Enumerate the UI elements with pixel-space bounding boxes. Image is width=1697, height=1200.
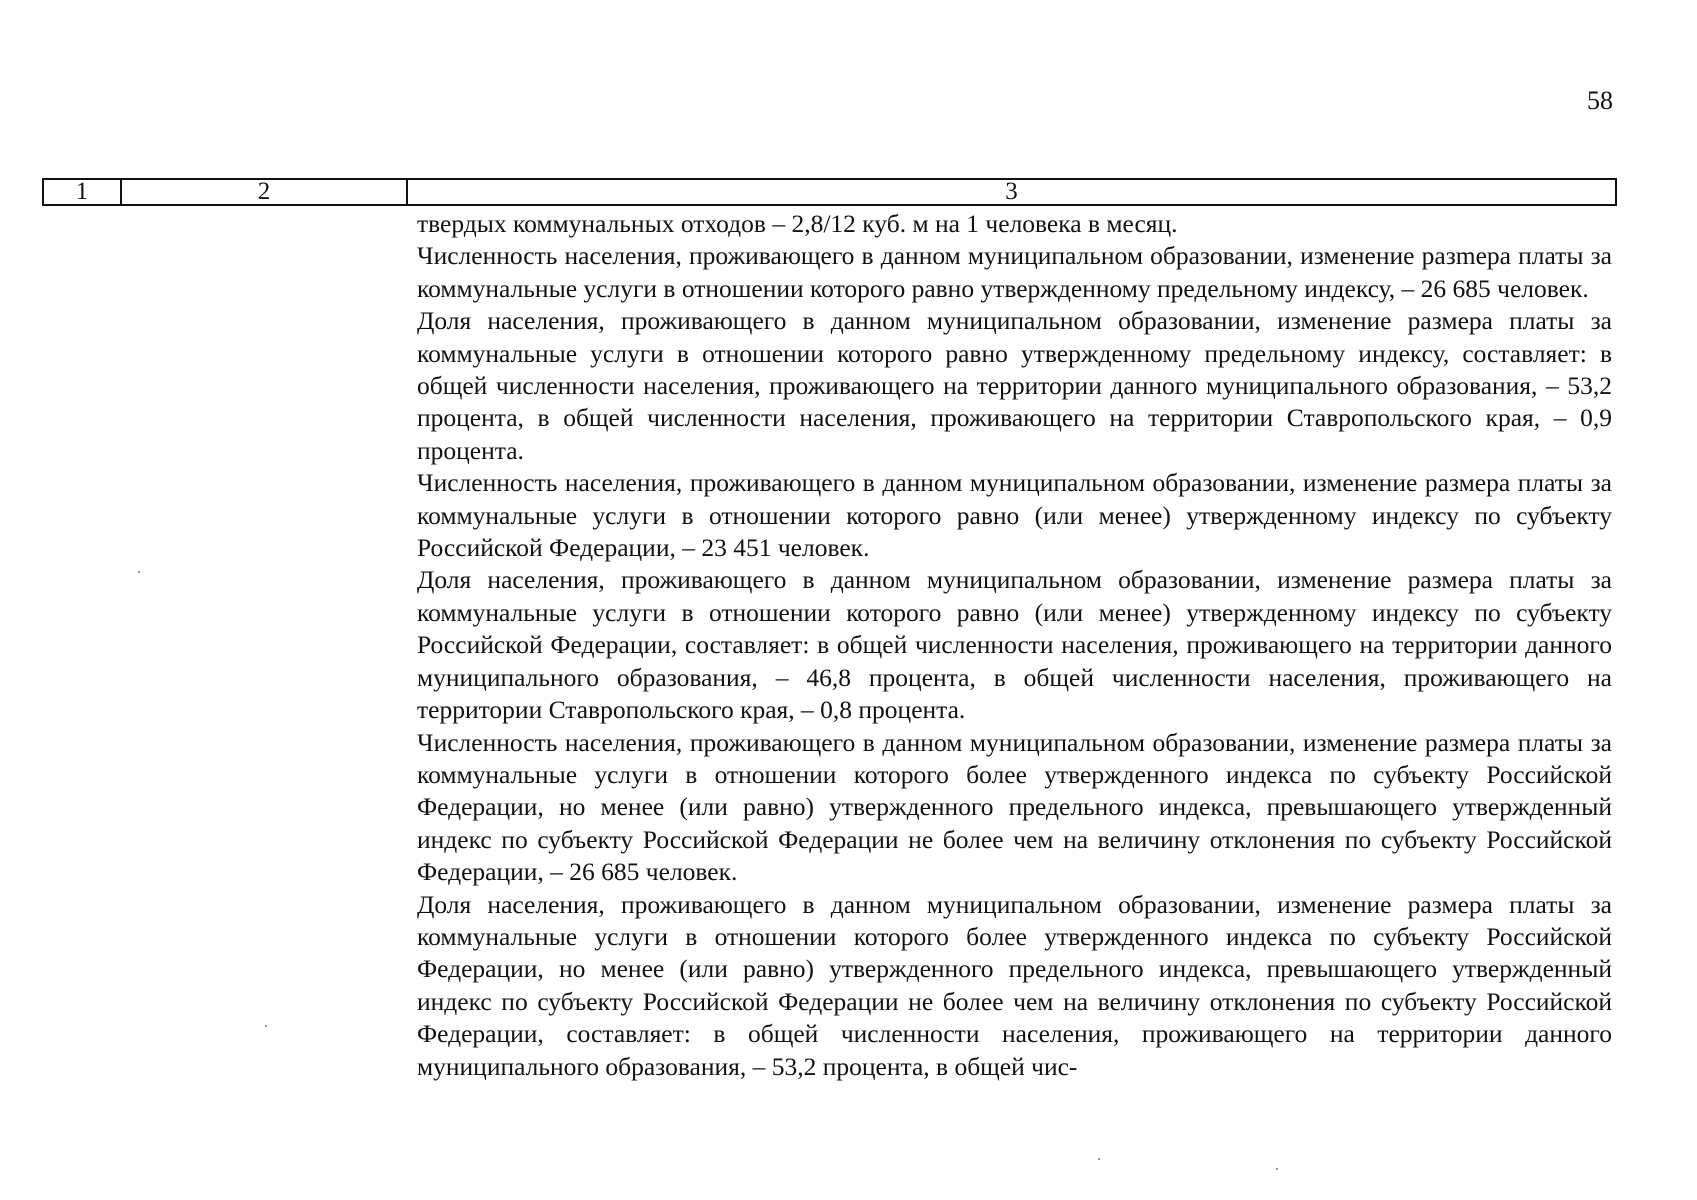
column-number-row <box>43 179 1616 205</box>
paragraph-share-above-subject-index: Доля населения, проживающего в данном муниципальном образовании, изменение размера платы за коммунальные услуги в отношении которого более утвержденного индекса по субъекту Российской Федерации, но менее (или равно) утвержденного предельного индекса, превышающего утвержденный индекс по субъекту Российской Федерации не более чем на величину отклонения по субъекту Российской Федерации, составляет: в общей численности населения, проживающего на территории данного муниципального образования, – 53,2 процента, в общей чис- <box>417 889 1612 1081</box>
paragraph-population-above-subject-index: Численность населения, проживающего в данном муниципальном образовании, изменение размера платы за коммунальные услуги в отношении которого более утвержденного индекса по субъекту Российской Федерации, но менее (или равно) утвержденного предельного индекса, превышающего утвержденный индекс по субъекту Российской Федерации не более чем на величину отклонения по субъекту Российской Федерации, – 26 685 человек. <box>417 727 1612 887</box>
scan-speck <box>1276 1168 1278 1170</box>
column-number-header-table <box>42 178 1617 206</box>
paragraph-population-equal-or-less-subject-index: Численность населения, проживающего в данном муниципальном образовании, изменение размера платы за коммунальные услуги в отношении которого равно (или менее) утвержденному индексу по субъекту Российской Федерации, – 23 451 человек. <box>417 468 1612 563</box>
paragraph-share-equal-or-less-subject-index: Доля населения, проживающего в данном муниципальном образовании, изменение размера платы за коммунальные услуги в отношении которого равно (или менее) утвержденному индексу по субъекту Российской Федерации, составляет: в общей численности населения, проживающего на территории данного муниципального образования, – 46,8 процента, в общей численности населения, проживающего на территории Ставропольского края, – 0,8 процента. <box>417 565 1612 725</box>
document-body-text <box>417 208 1612 1083</box>
column-number-2: 2 <box>121 179 407 205</box>
column-number-1: 1 <box>43 179 121 205</box>
paragraph-solid-waste-norm: твердых коммунальных отходов – 2,8/12 куб. м на 1 человека в месяц. <box>417 209 1178 238</box>
paragraph-population-equal-limit-index: Численность населения, проживающего в данном муниципальном образовании, изменение разmера платы за коммунальные услуги в отношении которого равно утвержденному предельному индексу, – 26 685 человек. <box>417 241 1612 303</box>
scan-speck <box>265 1025 267 1027</box>
scan-speck <box>138 571 140 573</box>
scan-speck <box>1098 1158 1100 1160</box>
page-number: 58 <box>1587 86 1613 115</box>
paragraph-share-equal-limit-index: Доля населения, проживающего в данном муниципальном образовании, изменение размера платы за коммунальные услуги в отношении которого равно утвержденному предельному индексу, составляет: в общей численности населения, проживающего на территории данного муниципального образования, – 53,2 процента, в общей численности населения, проживающего на территории Ставропольского края, – 0,9 процента. <box>417 306 1612 465</box>
column-number-3: 3 <box>407 179 1616 205</box>
